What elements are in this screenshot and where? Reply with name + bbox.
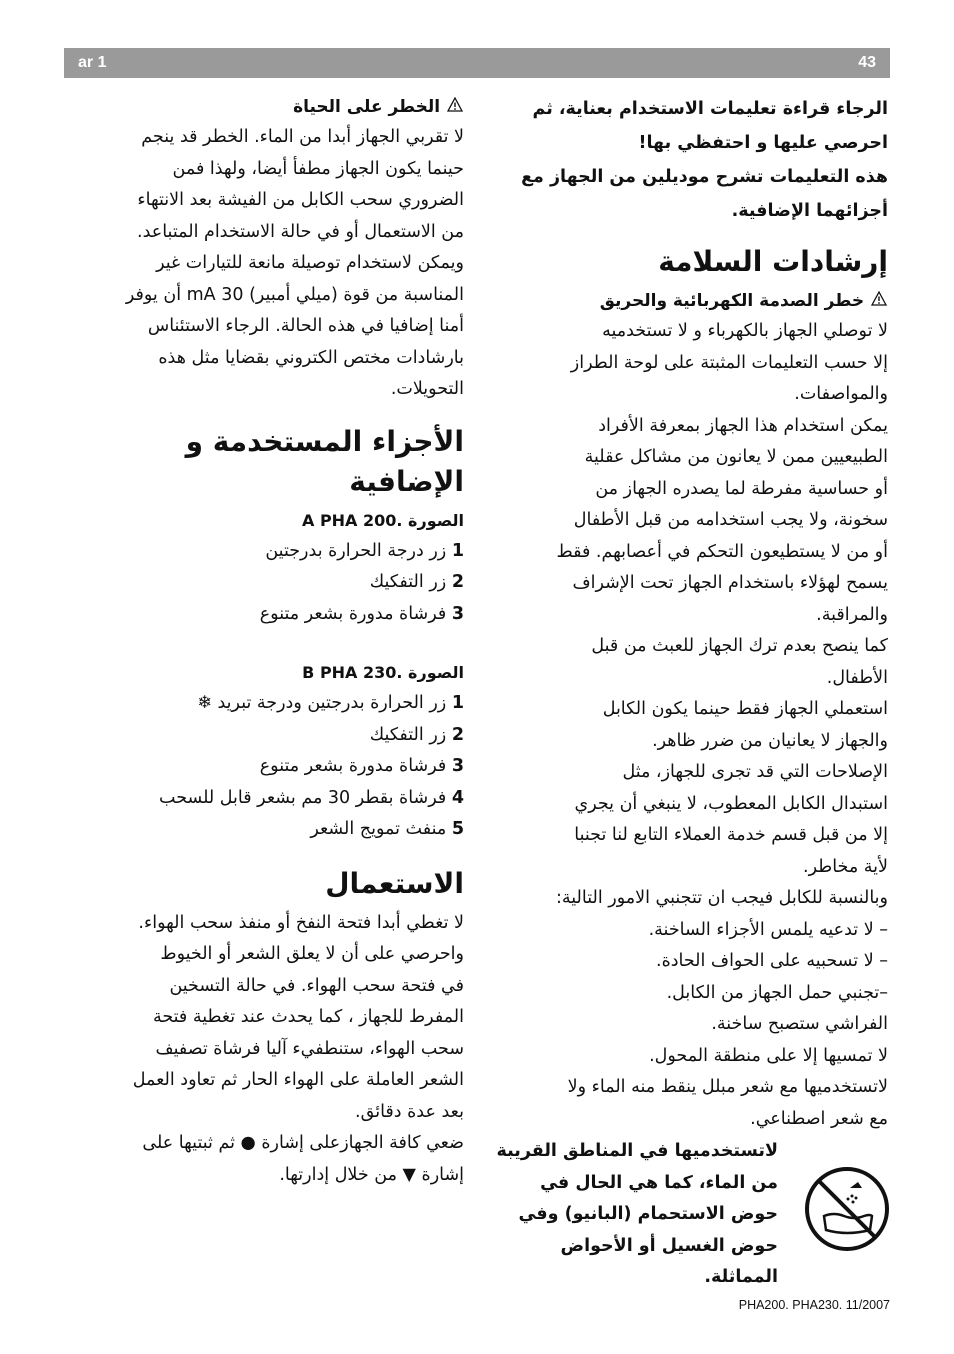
warning-triangle-icon — [446, 92, 464, 122]
list-item: 3 فرشاة مدورة بشعر متنوع — [259, 603, 464, 624]
figure-b-heading: الصورة B PHA 230. — [302, 663, 464, 682]
shock-fire-text: لا توصلي الجهاز بالكهرباء و لا تستخدميه إلا حسب التعليمات المثبتة على لوحة الطراز والمواصفات. يمكن استخدام هذا الجهاز بمعرفة الأفراد الطبيعيين ممن لا يعانون من مشاكل عقلية أو حساسية مفرطة لما يصدره الجهاز من سخونة، ولا يجب استخدامه من قبل الأطفال أو من لا يستطيعون التحكم في أعصابهم. فقط يسمح لهؤلاء باستخدام الجهاز تحت الإشراف والمراقبة. كما ينصح بعدم ترك الجهاز للعبث من قبل الأطفال. استعملي الجهاز فقط حينما يكون الكابل والجهاز لا يعانيان من ضرر ظاهر. الإصلاحات التي قد تجرى للجهاز، مثل استبدال الكابل المعطوب، لا ينبغي أن يجري إلا من قبل قسم خدمة العملاء التابع لنا تجنبا لأية مخاطر. وبالنسبة للكابل فيجب ان تتجنبي الامور التالية: – لا تدعيه يلمس الأجزاء الساخنة. – لا تسحبيه على الحواف الحادة. –تجنبي حمل الجهاز من الكابل. الفراشي ستصبح ساخنة. لا تمسيها إلا على منطقة المحول. لاتستخدميها مع شعر مبلل ينقط منه الماء ولا مع شعر اصطناعي. — [555, 321, 888, 1129]
figure-b-parts-list — [64, 688, 464, 846]
page-number: 43 — [858, 54, 876, 71]
list-item: 2 زر التفكيك — [369, 572, 464, 592]
language-code: ar 1 — [78, 54, 107, 71]
life-danger-text: لا تقربي الجهاز أبدا من الماء. الخطر قد ينجم حينما يكون الجهاز مطفأ أيضا، ولهذا فمن الضروري سحب الكابل من الفيشة بعد الانتهاء من الاستعمال أو في حالة الاستخدام المتباعد. ويمكن لاستخدام توصيلة مانعة للتيارات غير المناسبة من قوة (ميلي أمبير) 30 mA أن يوفر أمنا إضافيا في هذه الحالة. الرجاء الاستئناس بارشادات مختص الكتروني بقضايا مثل هذه التحويلات. — [125, 127, 464, 399]
model-footer: PHA200. PHA230. 11/2007 — [738, 1298, 890, 1312]
header-bar — [64, 48, 890, 78]
warning-triangle-icon — [870, 286, 888, 316]
list-item: 3 فرشاة مدورة بشعر متنوع — [259, 756, 464, 776]
life-danger-heading: الخطر على الحياة — [64, 92, 464, 122]
no-water-bath-icon — [804, 1166, 890, 1252]
figure-a-parts-list — [64, 536, 464, 631]
left-column — [64, 92, 464, 1191]
list-item: 5 منفث تمويج الشعر — [310, 819, 464, 839]
list-item: 1 زر درجة الحرارة بدرجتين — [265, 540, 464, 561]
bath-warning-text: لاتستخدميها في المناطق القريبة من الماء، كما هي الحال في حوض الاستحمام (البانيو) وفي حوض الغسيل أو الأحواض المماثلة. — [496, 1141, 778, 1287]
figure-a-heading: الصورة A PHA 200. — [301, 510, 464, 530]
list-item: 4 فرشاة بقطر 30 مم بشعر قابل للسحب — [159, 787, 464, 808]
bath-warning-block — [492, 1136, 888, 1296]
usage-text: لا تغطي أبدا فتحة النفخ أو منفذ سحب الهواء. واحرصي على أن لا يعلق الشعر أو الخيوط في فتحة سحب الهواء. في حالة التسخين المفرط للجهاز ، كما يحدث عند تغطية فتحة سحب الهواء، ستنطفيء آليا فرشاة تصفيف الشعر العاملة على الهواء الحار ثم تعاود العمل بعد عدة دقائق. ضعي كافة الجهازعلى إشارة ● ثم ثبتيها على إشارة ▼ من خلال إدارتها. — [132, 912, 464, 1185]
list-item: 1 زر الحرارة بدرجتين ودرجة تبريد ❄ — [197, 693, 464, 713]
parts-title: الأجزاء المستخدمة و الإضافية — [185, 424, 464, 498]
safety-title: إرشادات السلامة — [658, 245, 888, 278]
right-column — [492, 92, 888, 1135]
usage-title: الاستعمال — [325, 866, 464, 900]
shock-fire-heading: خطر الصدمة الكهربائية والحريق — [492, 286, 888, 316]
intro-text: الرجاء قراءة تعليمات الاستخدام بعناية، ثم احرصي عليها و احتفظي بها! هذه التعليمات تشرح موديلين من الجهاز مع أجزائهما الإضافية. — [521, 99, 888, 221]
list-item: 2 زر التفكيك — [369, 724, 464, 745]
